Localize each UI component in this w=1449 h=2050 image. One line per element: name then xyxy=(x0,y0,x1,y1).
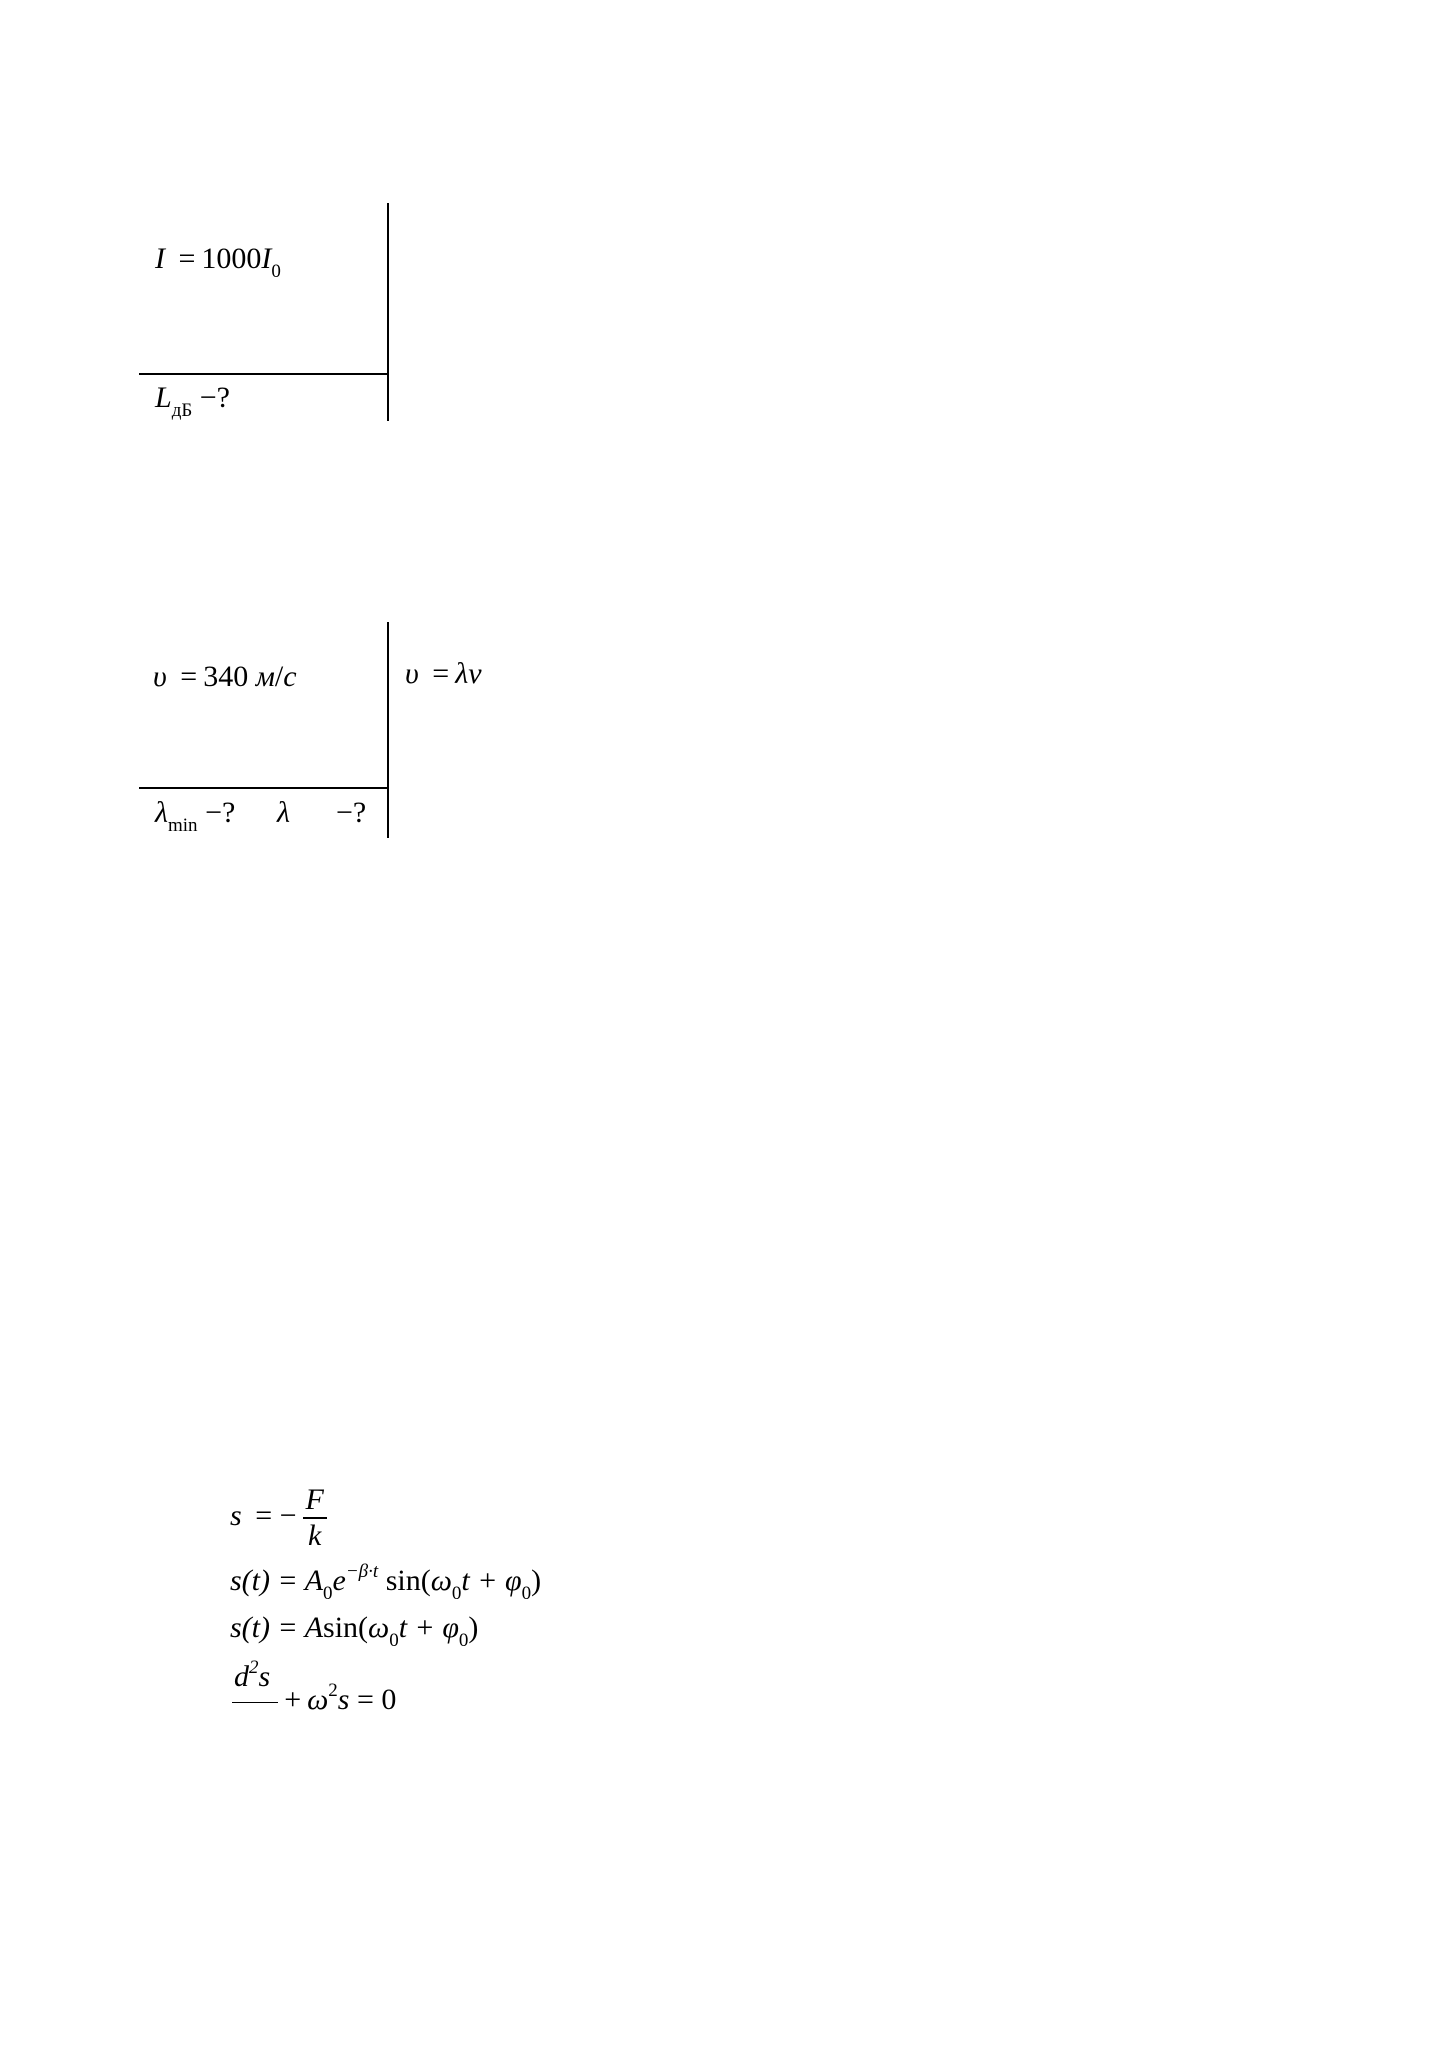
f2-omega: ω xyxy=(430,1564,452,1597)
f1-lhs: s xyxy=(230,1498,242,1532)
find-subscript: дБ xyxy=(171,400,193,421)
f2-close-paren: ) xyxy=(531,1564,542,1597)
find-variable: L xyxy=(155,381,172,414)
problem1-given xyxy=(155,242,281,282)
unit-numerator: м xyxy=(255,660,275,693)
given-coefficient: 1000 xyxy=(201,242,262,275)
find-question: −? xyxy=(199,381,230,414)
formula-differential-equation xyxy=(232,1657,397,1737)
f2-exponent: −β·t xyxy=(345,1561,379,1582)
formula-damped-oscillation xyxy=(230,1561,542,1604)
f2-phase: φ xyxy=(504,1564,522,1597)
f3-close-paren: ) xyxy=(468,1611,479,1644)
f3-omega-subscript: 0 xyxy=(389,1630,399,1651)
f2-phase-subscript: 0 xyxy=(521,1583,532,1604)
given-reference-subscript: 0 xyxy=(271,261,281,282)
f3-phase: φ xyxy=(442,1611,459,1644)
f4-rest xyxy=(278,1680,397,1716)
f3-amplitude: A xyxy=(304,1611,324,1644)
f2-amplitude-subscript: 0 xyxy=(323,1583,333,1604)
given-value: 340 xyxy=(203,660,249,693)
f2-lhs: s(t) = xyxy=(230,1564,305,1597)
f4-numerator xyxy=(232,1657,278,1703)
f1-fraction xyxy=(303,1483,327,1553)
find2-variable: λ xyxy=(277,796,290,829)
formula-harmonic-oscillation xyxy=(230,1611,479,1651)
problem2-find2 xyxy=(277,798,290,828)
f1-denominator: k xyxy=(308,1519,322,1552)
find2-question: −? xyxy=(336,796,367,829)
find1-variable: λ xyxy=(155,796,168,829)
f2-time: t + xyxy=(461,1564,505,1597)
problem2-find2-question xyxy=(336,798,366,828)
problem2-given xyxy=(153,662,297,692)
formula-static-displacement xyxy=(230,1483,327,1553)
f2-omega-subscript: 0 xyxy=(451,1583,462,1604)
problem1-horizontal-divider xyxy=(139,373,389,375)
f3-lhs: s(t) = xyxy=(230,1611,305,1644)
equals-sign: = xyxy=(178,242,196,275)
f4-plus: + xyxy=(284,1683,302,1716)
f4-denominator xyxy=(232,1703,278,1737)
formula-rhs: λν xyxy=(455,657,482,690)
problem2-find xyxy=(155,796,236,836)
f2-amplitude: A xyxy=(304,1564,324,1597)
f4-equals-zero: = 0 xyxy=(356,1683,397,1716)
problem2-vertical-divider xyxy=(387,622,389,838)
f4-omega: ω xyxy=(307,1683,329,1716)
given-reference: I xyxy=(261,242,272,275)
f2-sin: sin( xyxy=(378,1564,431,1597)
f3-phase-subscript: 0 xyxy=(458,1630,469,1651)
given-variable: υ xyxy=(153,660,167,693)
f1-numerator: F xyxy=(303,1483,327,1519)
f2-exponential-base: e xyxy=(332,1564,346,1597)
equals-sign: = xyxy=(432,657,450,690)
find1-subscript: min xyxy=(168,815,198,836)
problem2-formula xyxy=(405,659,482,689)
problem1-find xyxy=(155,381,230,421)
unit-denominator: с xyxy=(283,660,297,693)
find1-question: −? xyxy=(205,796,236,829)
f4-numerator-d: d xyxy=(234,1660,249,1693)
f4-numerator-s: s xyxy=(258,1660,271,1693)
equals-sign: = xyxy=(180,660,198,693)
f3-omega: ω xyxy=(368,1611,390,1644)
unit-separator: / xyxy=(274,660,284,693)
f1-equals-minus: = − xyxy=(255,1498,297,1532)
f4-fraction xyxy=(232,1657,278,1737)
problem1-vertical-divider xyxy=(387,203,389,421)
formula-lhs: υ xyxy=(405,657,419,690)
given-variable: I xyxy=(155,242,165,275)
f4-s: s xyxy=(337,1683,350,1716)
f3-sin: sin( xyxy=(323,1611,369,1644)
f4-omega-sup: 2 xyxy=(328,1680,338,1701)
problem2-horizontal-divider xyxy=(139,787,389,789)
f4-numerator-sup: 2 xyxy=(249,1657,259,1678)
f3-time: t + xyxy=(398,1611,443,1644)
